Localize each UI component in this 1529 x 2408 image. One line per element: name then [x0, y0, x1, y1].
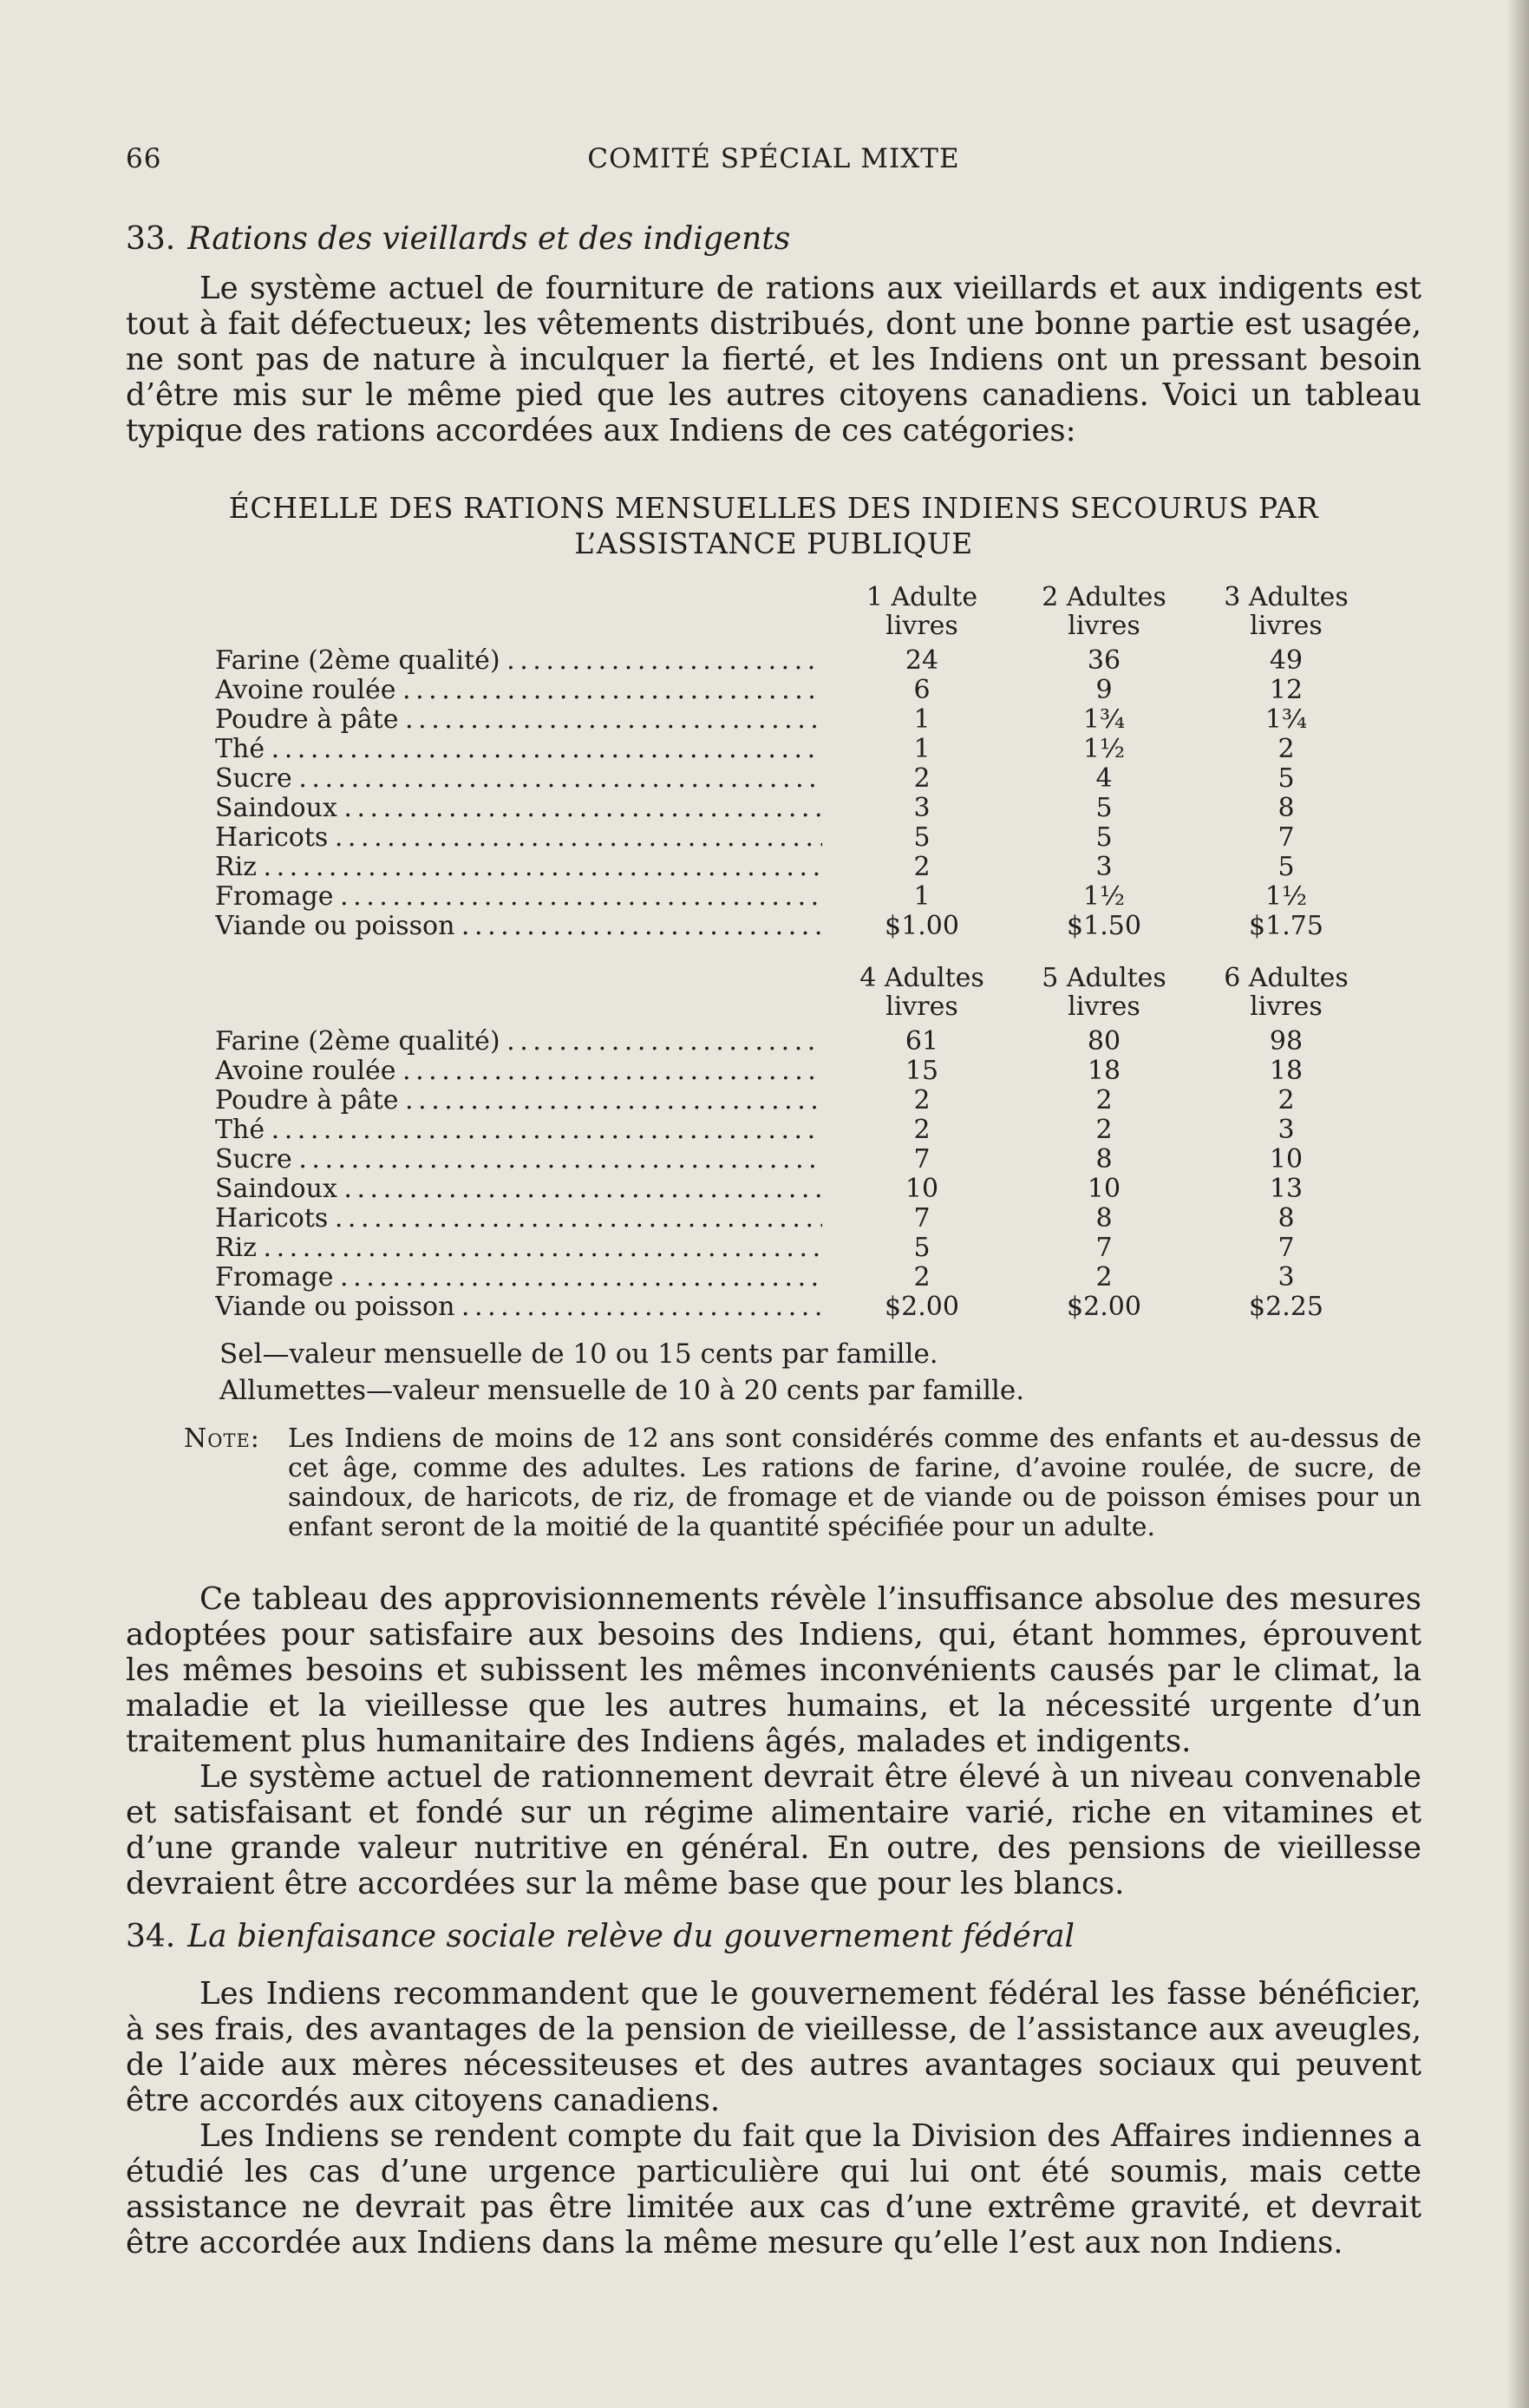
cell-value: 5 — [1277, 852, 1295, 882]
column-header: 4 Adultes livres — [859, 963, 984, 1022]
table-row — [215, 1263, 1351, 1292]
row-label: Farine (2ème qualité) . . . — [215, 646, 822, 676]
analysis-paragraph-2: Le système actuel de rationnement devrait être élevé à un niveau convenable et satisfaisant et fondé sur un régime alimentaire varié, riche en vitamines et d’une grande valeur nutritive en général. En outre, des pensions de vieillesse devraient être accordées sur la même base que pour les blancs. — [126, 1759, 1421, 1901]
page-edge-shadow — [1506, 0, 1529, 2408]
ration-table-title — [126, 490, 1421, 561]
cell-value: 3 — [913, 793, 931, 823]
cell-value: 7 — [1095, 1233, 1113, 1263]
section-34-title: La bienfaisance sociale relève du gouvernement fédéral — [187, 1919, 1075, 1954]
row-label: Sucre . . . — [215, 1145, 822, 1175]
table-row — [215, 1175, 1351, 1204]
column-header: 6 Adultes livres — [1224, 963, 1349, 1022]
column-header: 3 Adultes livres — [1224, 582, 1349, 641]
table-row — [215, 1027, 1351, 1057]
section-34-number: 34. — [126, 1919, 176, 1954]
cell-value: 1½ — [1264, 881, 1308, 912]
row-label: Avoine roulée . . . — [215, 1057, 822, 1086]
cell-value: $2.00 — [885, 1292, 959, 1322]
section-33-paragraph: Le système actuel de fourniture de rations aux vieillards et aux indigents est tout à fait défectueux; les vêtements distribués, dont une bonne partie est usagée, ne sont pas de nature à inculquer la fierté, et les Indiens ont un pressant besoin d’être mis sur le même pied que les autres citoyens canadiens. Voici un tableau typique des rations accordées aux Indiens de ces catégories: — [126, 271, 1421, 448]
row-label: Thé . . . — [215, 1116, 822, 1145]
table-row — [215, 764, 1351, 794]
cell-value: 7 — [913, 1144, 931, 1175]
section-34-paragraph-2: Les Indiens se rendent compte du fait que la Division des Affaires indiennes a étudié les cas d’une urgence particulière qui lui ont été soumis, mais cette assistance ne devrait pas être limitée aux cas d’une extrême gravité, et devrait être accordée aux Indiens dans la même mesure qu’elle l’est aux non Indiens. — [126, 2118, 1421, 2261]
cell-value: 3 — [1277, 1115, 1295, 1145]
row-label: Saindoux . . . — [215, 794, 822, 823]
table-row — [215, 646, 1351, 676]
cell-value: 2 — [913, 852, 931, 882]
row-label: Farine (2ème qualité) . . . — [215, 1027, 822, 1057]
table-row — [215, 823, 1351, 853]
footnote-text: Les Indiens de moins de 12 ans sont considérés comme des enfants et au-dessus de cet âge, comme des adultes. Les rations de farine, d’avoine roulée, de sucre, de saindoux, de haricots, de riz, de fromage et de viande ou de poisson émises pour un enfant seront de la moitié de la quantité spécifiée pour un adulte. — [288, 1423, 1421, 1542]
cell-value: 1 — [913, 734, 931, 764]
cell-value: 1½ — [1082, 734, 1126, 764]
cell-value: 10 — [1087, 1174, 1121, 1204]
table-row — [215, 1057, 1351, 1086]
cell-value: 4 — [1095, 763, 1113, 794]
cell-value: 18 — [1087, 1056, 1121, 1086]
cell-value: 36 — [1087, 645, 1121, 676]
table-row — [215, 676, 1351, 705]
row-label: Poudre à pâte . . . — [215, 1086, 822, 1116]
matches-note: Allumettes—valeur mensuelle de 10 à 20 cents par famille. — [219, 1375, 1025, 1406]
ration-table-title-line1: ÉCHELLE DES RATIONS MENSUELLES DES INDIENS SECOURUS PAR — [228, 491, 1319, 525]
cell-value: 98 — [1269, 1026, 1304, 1057]
cell-value: 5 — [913, 1233, 931, 1263]
cell-value: 7 — [1277, 822, 1295, 853]
section-33-heading — [126, 221, 790, 257]
table-row — [215, 912, 1351, 941]
row-label: Thé . . . — [215, 735, 822, 764]
cell-value: 5 — [1095, 793, 1113, 823]
row-label: Sucre . . . — [215, 764, 822, 794]
column-header: 1 Adulte livres — [866, 582, 978, 641]
cell-value: 8 — [1095, 1203, 1113, 1233]
table-row — [215, 882, 1351, 912]
cell-value: $1.00 — [885, 911, 959, 941]
section-33-number: 33. — [126, 221, 176, 257]
cell-value: 2 — [913, 1085, 931, 1116]
cell-value: $1.50 — [1067, 911, 1141, 941]
cell-value: 3 — [1277, 1262, 1295, 1292]
cell-value: 24 — [905, 645, 939, 676]
cell-value: 2 — [913, 763, 931, 794]
cell-value: 5 — [1277, 763, 1295, 794]
cell-value: 8 — [1095, 1144, 1113, 1175]
cell-value: 5 — [1095, 822, 1113, 853]
section-33-title: Rations des vieillards et des indigents — [187, 221, 791, 257]
table-row — [215, 705, 1351, 735]
table-row — [215, 1292, 1351, 1322]
cell-value: 8 — [1277, 793, 1295, 823]
table-row — [215, 1233, 1351, 1263]
section-34-paragraph-1: Les Indiens recommandent que le gouvernement fédéral les fasse bénéficier, à ses frais, des avantages de la pension de vieillesse, de l’assistance aux aveugles, de l’aide aux mères nécessiteuses et des autres avantages sociaux qui peuvent être accordés aux citoyens canadiens. — [126, 1976, 1421, 2118]
row-label: Viande ou poisson . . . — [215, 912, 822, 941]
table-row — [215, 853, 1351, 882]
row-label: Haricots . . . — [215, 823, 822, 853]
column-header: 2 Adultes livres — [1042, 582, 1166, 641]
row-label: Riz . . . — [215, 853, 822, 882]
cell-value: 2 — [913, 1115, 931, 1145]
cell-value: 1 — [913, 704, 931, 735]
cell-value: $2.25 — [1249, 1292, 1323, 1322]
page-number: 66 — [126, 143, 162, 174]
cell-value: 10 — [905, 1174, 939, 1204]
cell-value: 9 — [1095, 675, 1113, 705]
cell-value: 2 — [1095, 1115, 1113, 1145]
section-34-heading — [126, 1919, 1075, 1954]
cell-value: 1¾ — [1082, 704, 1126, 735]
row-label: Avoine roulée . . . — [215, 676, 822, 705]
footnote-label: Note: — [184, 1423, 260, 1454]
row-label: Viande ou poisson . . . — [215, 1292, 822, 1322]
cell-value: $2.00 — [1067, 1292, 1141, 1322]
cell-value: 7 — [913, 1203, 931, 1233]
cell-value: 15 — [905, 1056, 939, 1086]
cell-value: 2 — [1277, 1085, 1295, 1116]
cell-value: $1.75 — [1249, 911, 1323, 941]
row-label: Fromage . . . — [215, 1263, 822, 1292]
table-row — [215, 1145, 1351, 1175]
cell-value: 80 — [1087, 1026, 1121, 1057]
table-row — [215, 735, 1351, 764]
cell-value: 61 — [905, 1026, 939, 1057]
cell-value: 1½ — [1082, 881, 1126, 912]
cell-value: 3 — [1095, 852, 1113, 882]
ration-table-title-line2: L’ASSISTANCE PUBLIQUE — [574, 527, 973, 560]
row-label: Poudre à pâte . . . — [215, 705, 822, 735]
cell-value: 49 — [1269, 645, 1304, 676]
table-row — [215, 794, 1351, 823]
cell-value: 6 — [913, 675, 931, 705]
cell-value: 1 — [913, 881, 931, 912]
cell-value: 5 — [913, 822, 931, 853]
cell-value: 2 — [913, 1262, 931, 1292]
cell-value: 12 — [1269, 675, 1304, 705]
cell-value: 2 — [1277, 734, 1295, 764]
cell-value: 1¾ — [1264, 704, 1308, 735]
cell-value: 2 — [1095, 1262, 1113, 1292]
cell-value: 10 — [1269, 1144, 1304, 1175]
row-label: Saindoux . . . — [215, 1175, 822, 1204]
table-row — [215, 1086, 1351, 1116]
cell-value: 7 — [1277, 1233, 1295, 1263]
cell-value: 8 — [1277, 1203, 1295, 1233]
running-head: COMITÉ SPÉCIAL MIXTE — [587, 143, 960, 174]
cell-value: 13 — [1269, 1174, 1304, 1204]
row-label: Haricots . . . — [215, 1204, 822, 1233]
salt-note: Sel—valeur mensuelle de 10 ou 15 cents par famille. — [219, 1338, 938, 1370]
table-row — [215, 1116, 1351, 1145]
table-row — [215, 1204, 1351, 1233]
column-header: 5 Adultes livres — [1042, 963, 1166, 1022]
row-label: Riz . . . — [215, 1233, 822, 1263]
cell-value: 2 — [1095, 1085, 1113, 1116]
analysis-paragraph-1: Ce tableau des approvisionnements révèle l’insuffisance absolue des mesures adoptées pour satisfaire aux besoins des Indiens, qui, étant hommes, éprouvent les mêmes besoins et subissent les mêmes inconvénients causés par le climat, la maladie et la vieillesse que les autres humains, et la nécessité urgente d’un traitement plus humanitaire des Indiens âgés, malades et indigents. — [126, 1581, 1421, 1759]
row-label: Fromage . . . — [215, 882, 822, 912]
cell-value: 18 — [1269, 1056, 1304, 1086]
